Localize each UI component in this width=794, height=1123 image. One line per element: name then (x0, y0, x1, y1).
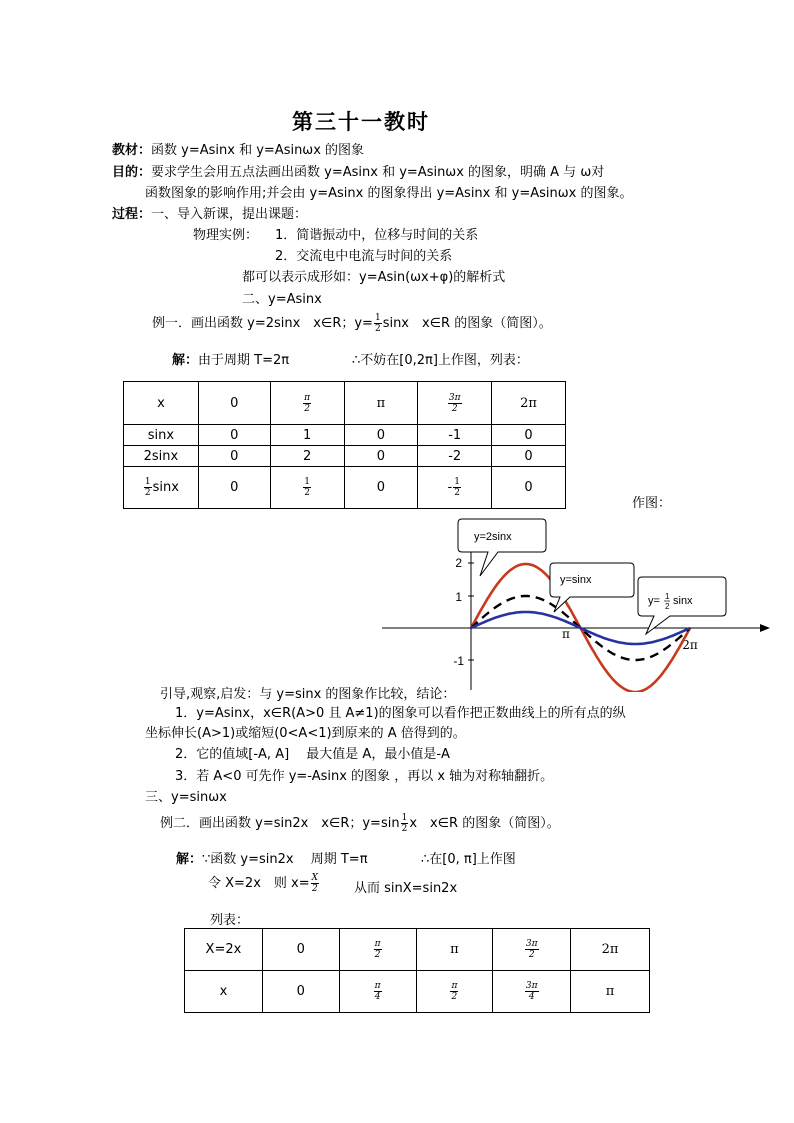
table-cell: sinx (124, 425, 199, 446)
section-3: 三、y=sinωx (145, 790, 227, 805)
callout-half-num: 1 (665, 592, 670, 601)
callout-half-prefix: y= (648, 595, 660, 607)
phys-label: 物理实例： (193, 228, 259, 243)
table-cell: 0 (492, 467, 566, 509)
example1-suffix: sinx x∈R 的图象（简图）。 (382, 316, 552, 331)
solution1-b: ∴不妨在[0,2π]上作图，列表： (352, 353, 529, 368)
solution1-line (172, 349, 289, 368)
callout-sinx-text: y=sinx (560, 574, 592, 586)
table-cell: 2sinx (124, 446, 199, 467)
table-cell: $\frac{3\pi}{2}$ (493, 929, 571, 971)
table-cell: 1 (270, 425, 344, 446)
example2-line (160, 812, 560, 834)
phys-1: 1．简谐振动中，位移与时间的关系 (275, 228, 479, 243)
discussion-p1a: 1．y=Asinx，x∈R(A>0 且 A≠1)的图象可以看作把正数曲线上的所有点的纵 (175, 706, 626, 721)
table-cell: $\frac{\pi}{2}$ (339, 929, 416, 971)
solution2-label: 解： (176, 852, 203, 867)
phys-2: 2．交流电中电流与时间的关系 (275, 249, 453, 264)
x-axis-arrow-icon (760, 624, 770, 632)
process-1: 一、导入新课，提出课题： (151, 207, 308, 222)
sine-graph (370, 512, 780, 692)
table-cell: 0 (344, 467, 418, 509)
table-cell: X=2x (185, 929, 263, 971)
goal-text-1: 要求学生会用五点法画出函数 y=Asinx 和 y=Asinωx 的图象，明确 A 与 ω对 (151, 165, 605, 180)
table-cell: $\frac{1}{2}$ sinx (124, 467, 199, 509)
callout-2sinx-text: y=2sinx (474, 531, 512, 543)
example1-line (152, 312, 552, 334)
solution2-a: ∵函数 y=sin2x 周期 T=π (202, 852, 368, 867)
solution1-label: 解： (172, 353, 199, 368)
textbook-text: 函数 y=Asinx 和 y=Asinωx 的图象 (151, 143, 365, 158)
callout-sinx (550, 563, 634, 612)
example2-suffix: x x∈R 的图象（简图）。 (409, 816, 560, 831)
let-b: 从而 sinX=sin2x (354, 881, 458, 896)
table-cell: -1 (418, 425, 492, 446)
textbook-label: 教材： (112, 143, 152, 158)
table-row (124, 446, 566, 467)
callout-half-suffix: sinx (673, 595, 693, 607)
table-cell: 2π (571, 929, 650, 971)
solution2-b: ∴在[0, π]上作图 (421, 852, 516, 867)
example1-prefix: 例一．画出函数 y=2sinx x∈R；y= (152, 316, 373, 331)
table-cell: x (124, 382, 199, 425)
textbook-line (112, 139, 364, 158)
table-row (124, 425, 566, 446)
discussion-p3: 3．若 A<0 可先作 y=-Asinx 的图象 ，再以 x 轴为对称轴翻折。 (175, 769, 554, 784)
form-line: 都可以表示成形如：y=Asin(ωx+φ)的解析式 (242, 270, 506, 285)
table-row (185, 929, 650, 971)
table-cell: $\frac{\pi}{4}$ (339, 971, 416, 1013)
discussion-intro: 引导,观察,启发：与 y=sinx 的图象作比较，结论： (160, 687, 456, 702)
table-row (124, 467, 566, 509)
let-a: 令 X=2x 则 x= (208, 876, 310, 891)
value-table-1 (123, 381, 566, 509)
example2-prefix: 例二．画出函数 y=sin2x x∈R；y=sin (160, 816, 400, 831)
goal-label: 目的： (112, 165, 152, 180)
table-cell: 0 (262, 971, 339, 1013)
x-tick-label: π (562, 627, 570, 641)
table-cell: 0 (344, 425, 418, 446)
callout-half-den: 2 (665, 602, 670, 611)
page-title: 第三十一教时 (292, 109, 430, 134)
table-cell: - $\frac{1}{2}$ (418, 467, 492, 509)
table-row (185, 971, 650, 1013)
table-cell: 0 (492, 446, 566, 467)
table-cell: 0 (492, 425, 566, 446)
solution2-line (176, 848, 368, 867)
list-label: 列表： (210, 913, 250, 928)
goal-line (112, 161, 604, 180)
table-cell: $\frac{1}{2}$ (270, 467, 344, 509)
y-tick-label: 1 (455, 590, 462, 604)
table-cell: 0 (344, 446, 418, 467)
fraction-X-2: $\frac{X}{2}$ (311, 873, 319, 894)
let-line (208, 872, 320, 894)
table-cell: $\frac{3\pi}{4}$ (493, 971, 571, 1013)
table-cell: x (185, 971, 263, 1013)
goal-text-2: 函数图象的影响作用;并会由 y=Asinx 的图象得出 y=Asinx 和 y=Asinωx 的图象。 (145, 186, 633, 201)
table-cell: 0 (198, 425, 270, 446)
solution1-a: 由于周期 T=2π (198, 353, 290, 368)
fraction-half: $\frac{1}{2}$ (401, 813, 408, 834)
table-cell: $\frac{3\pi}{2}$ (418, 382, 492, 425)
table-cell: $\frac{\pi}{2}$ (270, 382, 344, 425)
process-line (112, 203, 307, 222)
table-cell: π (344, 382, 418, 425)
table-row (124, 382, 566, 425)
discussion-p2: 2．它的值域[-A, A] 最大值是 A，最小值是-A (175, 747, 450, 762)
table-cell: $\frac{\pi}{2}$ (416, 971, 493, 1013)
table-cell: 0 (198, 467, 270, 509)
graph-label: 作图： (632, 496, 672, 511)
table-cell: 2 (270, 446, 344, 467)
table-cell: π (416, 929, 493, 971)
fraction-half: $\frac{1}{2}$ (374, 313, 381, 334)
table-cell: -2 (418, 446, 492, 467)
y-tick-label: -1 (453, 654, 464, 668)
table-cell: 2π (492, 382, 566, 425)
table-cell: 0 (198, 382, 270, 425)
x-tick-label: 2π (682, 638, 698, 652)
table-cell: 0 (198, 446, 270, 467)
process-label: 过程： (112, 207, 152, 222)
table-cell: 0 (262, 929, 339, 971)
discussion-p1b: 坐标伸长(A>1)或缩短(0<A<1)到原来的 A 倍得到的。 (145, 726, 466, 741)
value-table-2 (184, 928, 650, 1013)
y-tick-label: 2 (455, 556, 462, 570)
table-cell: π (571, 971, 650, 1013)
section-2: 二、y=Asinx (242, 292, 322, 307)
